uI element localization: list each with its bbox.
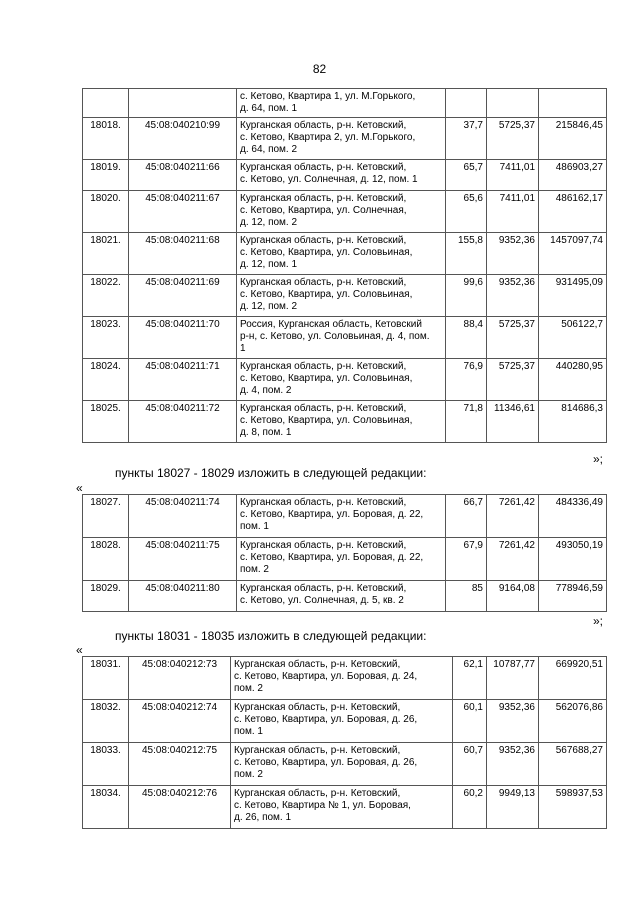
closing-quote-1: »; xyxy=(593,452,604,466)
address-line: с. Кетово, Квартира, ул. Соловьиная, xyxy=(240,247,413,258)
rate-value: 11346,61 xyxy=(487,401,539,443)
cadastral-value: 486903,27 xyxy=(539,160,607,191)
address xyxy=(237,275,446,317)
area-value: 71,8 xyxy=(446,401,487,443)
cadastral-value: 215846,45 xyxy=(539,118,607,160)
address-line: д. 26, пом. 1 xyxy=(234,812,292,823)
row-number: 18034. xyxy=(83,786,129,829)
cadastral-number: 45:08:040211:72 xyxy=(129,401,237,443)
address-line: пом. 2 xyxy=(240,564,269,575)
cadastral-number: 45:08:040211:71 xyxy=(129,359,237,401)
address-line: д. 12, пом. 1 xyxy=(240,259,298,270)
cadastral-value: 440280,95 xyxy=(539,359,607,401)
cadastral-value: 484336,49 xyxy=(539,495,607,538)
address-line: Курганская область, р-н. Кетовский, xyxy=(240,193,407,204)
cadastral-value: 778946,59 xyxy=(539,581,607,612)
address-line: Курганская область, р-н. Кетовский, xyxy=(240,120,407,131)
cadastral-value xyxy=(539,89,607,118)
registry-table-2 xyxy=(82,494,607,612)
row-number: 18032. xyxy=(83,700,129,743)
address-line: р-н, с. Кетово, ул. Соловьиная, д. 4, пом. xyxy=(240,331,430,342)
address-line: д. 12, пом. 2 xyxy=(240,301,298,312)
row-number: 18029. xyxy=(83,581,129,612)
address xyxy=(237,581,446,612)
address-line: Курганская область, р-н. Кетовский, xyxy=(240,583,407,594)
address xyxy=(237,118,446,160)
address-line: д. 64, пом. 2 xyxy=(240,144,298,155)
row-number: 18023. xyxy=(83,317,129,359)
table-row xyxy=(83,359,607,401)
rate-value: 9352,36 xyxy=(487,700,539,743)
address-line: с. Кетово, Квартира 1, ул. М.Горького, xyxy=(240,91,416,102)
address-line: с. Кетово, ул. Солнечная, д. 12, пом. 1 xyxy=(240,174,418,185)
area-value: 37,7 xyxy=(446,118,487,160)
cadastral-number: 45:08:040211:69 xyxy=(129,275,237,317)
address-line: с. Кетово, Квартира, ул. Боровая, д. 24, xyxy=(234,671,418,682)
area-value: 155,8 xyxy=(446,233,487,275)
rate-value: 7411,01 xyxy=(487,191,539,233)
cadastral-value: 598937,53 xyxy=(539,786,607,829)
rate-value: 9352,36 xyxy=(487,233,539,275)
row-number: 18033. xyxy=(83,743,129,786)
row-number: 18020. xyxy=(83,191,129,233)
cadastral-number: 45:08:040212:75 xyxy=(129,743,231,786)
address-line: Курганская область, р-н. Кетовский, xyxy=(240,403,407,414)
rate-value: 10787,77 xyxy=(487,657,539,700)
table-row xyxy=(83,581,607,612)
rate-value: 9352,36 xyxy=(487,743,539,786)
address xyxy=(237,160,446,191)
table-row xyxy=(83,786,607,829)
cadastral-number: 45:08:040211:80 xyxy=(129,581,237,612)
address-line: с. Кетово, Квартира, ул. Соловьиная, xyxy=(240,373,413,384)
address-line: Курганская область, р-н. Кетовский, xyxy=(240,277,407,288)
address-line: с. Кетово, Квартира, ул. Боровая, д. 22, xyxy=(240,552,424,563)
address xyxy=(237,401,446,443)
address-line: 1 xyxy=(240,343,246,354)
address xyxy=(231,786,453,829)
row-number xyxy=(83,89,129,118)
cadastral-value: 486162,17 xyxy=(539,191,607,233)
opening-quote-1: « xyxy=(76,481,83,495)
address-line: с. Кетово, Квартира, ул. Боровая, д. 26, xyxy=(234,757,418,768)
area-value: 67,9 xyxy=(446,538,487,581)
table-row xyxy=(83,495,607,538)
cadastral-number: 45:08:040211:68 xyxy=(129,233,237,275)
cadastral-value: 493050,19 xyxy=(539,538,607,581)
area-value: 60,2 xyxy=(453,786,487,829)
table-row xyxy=(83,657,607,700)
area-value: 65,7 xyxy=(446,160,487,191)
address-line: пом. 1 xyxy=(240,521,269,532)
address-line: д. 4, пом. 2 xyxy=(240,385,292,396)
area-value: 76,9 xyxy=(446,359,487,401)
row-number: 18018. xyxy=(83,118,129,160)
table-row xyxy=(83,233,607,275)
table-row xyxy=(83,118,607,160)
rate-value: 5725,37 xyxy=(487,317,539,359)
cadastral-value: 931495,09 xyxy=(539,275,607,317)
cadastral-value: 1457097,74 xyxy=(539,233,607,275)
cadastral-number: 45:08:040211:74 xyxy=(129,495,237,538)
cadastral-number: 45:08:040211:66 xyxy=(129,160,237,191)
area-value: 99,6 xyxy=(446,275,487,317)
address-line: Курганская область, р-н. Кетовский, xyxy=(234,659,401,670)
cadastral-number: 45:08:040211:67 xyxy=(129,191,237,233)
rate-value xyxy=(487,89,539,118)
row-number: 18031. xyxy=(83,657,129,700)
registry-table-1 xyxy=(82,88,607,443)
page-number: 82 xyxy=(312,62,327,76)
address-line: Курганская область, р-н. Кетовский, xyxy=(234,745,401,756)
address-line: Курганская область, р-н. Кетовский, xyxy=(240,162,407,173)
area-value: 88,4 xyxy=(446,317,487,359)
area-value: 85 xyxy=(446,581,487,612)
address-line: д. 12, пом. 2 xyxy=(240,217,298,228)
opening-quote-2: « xyxy=(76,643,83,657)
cadastral-number: 45:08:040211:75 xyxy=(129,538,237,581)
address xyxy=(237,317,446,359)
address-line: с. Кетово, Квартира, ул. Соловьиная, xyxy=(240,289,413,300)
row-number: 18025. xyxy=(83,401,129,443)
address-line: Курганская область, р-н. Кетовский, xyxy=(240,235,407,246)
rate-value: 7411,01 xyxy=(487,160,539,191)
table-row xyxy=(83,538,607,581)
address-line: Курганская область, р-н. Кетовский, xyxy=(234,788,401,799)
row-number: 18028. xyxy=(83,538,129,581)
rate-value: 5725,37 xyxy=(487,118,539,160)
cadastral-number: 45:08:040212:76 xyxy=(129,786,231,829)
row-number: 18021. xyxy=(83,233,129,275)
address xyxy=(237,233,446,275)
address xyxy=(231,700,453,743)
closing-quote-2: »; xyxy=(593,614,604,628)
address xyxy=(237,359,446,401)
cadastral-value: 814686,3 xyxy=(539,401,607,443)
address-line: с. Кетово, Квартира, ул. Соловьиная, xyxy=(240,415,413,426)
table-row xyxy=(83,317,607,359)
cadastral-number xyxy=(129,89,237,118)
table-row xyxy=(83,191,607,233)
area-value: 62,1 xyxy=(453,657,487,700)
row-number: 18022. xyxy=(83,275,129,317)
address-line: пом. 2 xyxy=(234,769,263,780)
address-line: пом. 2 xyxy=(234,683,263,694)
area-value: 65,6 xyxy=(446,191,487,233)
cadastral-value: 567688,27 xyxy=(539,743,607,786)
cadastral-number: 45:08:040211:70 xyxy=(129,317,237,359)
row-number: 18019. xyxy=(83,160,129,191)
rate-value: 9949,13 xyxy=(487,786,539,829)
address-line: д. 64, пом. 1 xyxy=(240,103,298,114)
cadastral-number: 45:08:040210:99 xyxy=(129,118,237,160)
row-number: 18024. xyxy=(83,359,129,401)
address-line: с. Кетово, ул. Солнечная, д. 5, кв. 2 xyxy=(240,595,404,606)
rate-value: 7261,42 xyxy=(487,495,539,538)
area-value: 60,1 xyxy=(453,700,487,743)
cadastral-value: 562076,86 xyxy=(539,700,607,743)
area-value: 60,7 xyxy=(453,743,487,786)
area-value xyxy=(446,89,487,118)
table-row xyxy=(83,160,607,191)
address xyxy=(237,191,446,233)
address-line: Курганская область, р-н. Кетовский, xyxy=(240,540,407,551)
cadastral-value: 506122,7 xyxy=(539,317,607,359)
address-line: с. Кетово, Квартира, ул. Боровая, д. 22, xyxy=(240,509,424,520)
cadastral-number: 45:08:040212:73 xyxy=(129,657,231,700)
cadastral-number: 45:08:040212:74 xyxy=(129,700,231,743)
cadastral-value: 669920,51 xyxy=(539,657,607,700)
table-row xyxy=(83,275,607,317)
address-line: пом. 1 xyxy=(234,726,263,737)
address-line: Курганская область, р-н. Кетовский, xyxy=(240,497,407,508)
row-number: 18027. xyxy=(83,495,129,538)
address-line: Курганская область, р-н. Кетовский, xyxy=(234,702,401,713)
section-heading-18031: пункты 18031 - 18035 изложить в следующей редакции: xyxy=(115,629,427,643)
address xyxy=(231,657,453,700)
address xyxy=(231,743,453,786)
address-line: Курганская область, р-н. Кетовский, xyxy=(240,361,407,372)
table-row xyxy=(83,700,607,743)
address-line: д. 8, пом. 1 xyxy=(240,427,292,438)
table-row xyxy=(83,89,607,118)
table-row xyxy=(83,743,607,786)
address xyxy=(237,89,446,118)
address-line: с. Кетово, Квартира № 1, ул. Боровая, xyxy=(234,800,411,811)
address xyxy=(237,538,446,581)
table-row xyxy=(83,401,607,443)
rate-value: 5725,37 xyxy=(487,359,539,401)
rate-value: 9352,36 xyxy=(487,275,539,317)
rate-value: 7261,42 xyxy=(487,538,539,581)
address-line: с. Кетово, Квартира, ул. Солнечная, xyxy=(240,205,407,216)
rate-value: 9164,08 xyxy=(487,581,539,612)
address-line: с. Кетово, Квартира 2, ул. М.Горького, xyxy=(240,132,416,143)
address xyxy=(237,495,446,538)
address-line: с. Кетово, Квартира, ул. Боровая, д. 26, xyxy=(234,714,418,725)
registry-table-3 xyxy=(82,656,607,829)
area-value: 66,7 xyxy=(446,495,487,538)
section-heading-18027: пункты 18027 - 18029 изложить в следующей редакции: xyxy=(115,466,427,480)
address-line: Россия, Курганская область, Кетовский xyxy=(240,319,422,330)
